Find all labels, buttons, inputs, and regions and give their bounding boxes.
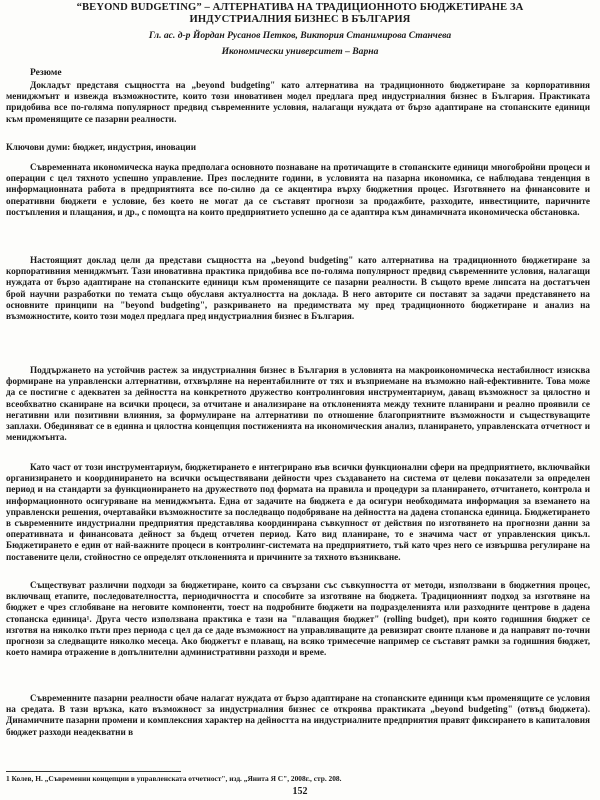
body-paragraph-1: Съвременната икономическа наука предполага основното познаване на протичащите в стопанските единици многобройни процеси и операции с цел тяхното успешно управление. През последните години, в условията на пазарна икономика, се наблюдава тенденция в информационната работа в предприятията все по-силно да се акцентира върху бюджетния процес. Изготвянето на финансовите и оперативни бюджети е условие, без което не могат да се съставят прогнози за продажбите, разходите, инвестициите, паричните постъпления и плащания, и др., с помощта на които предприятието успешно да се адаптира към динамичната икономическа обстановка. [6, 162, 590, 217]
paper-title-line-1: “BEYOND BUDGETING” – АЛТЕРНАТИВА НА ТРАДИЦИОННОТО БЮДЖЕТИРАНЕ ЗА [76, 2, 524, 13]
body-paragraph-4: Като част от този инструментариум, бюджетирането е интегрирано във всички функционални сфери на предприятието, включвайки организирането и координирането на всички осъществявани дейности чрез създаването на система от целеви показатели за определен период и на стандарти за функционирането на дружеството под формата на правила и процедури за планирането, отчитането, контрола и информационното осигуряване на мениджмънта. Една от задачите на бюджета е да осигури необходимата информация за вземането на управленски решения, очертавайки възможностите за последващо подобряване на дейността на дадена стопанска единица. Бюджетирането в съвременните индустриални предприятия представлява координирана съвкупност от действия по изготвянето на прогнозни данни за оперативната и финансовата дейност за бъдещ отчетен период. Като вид планиране, то е значима част от управленския цикъл. Бюджетирането е един от най-важните процеси в контролинг-системата на предприятието, тъй като чрез него се извършва регулиране на поставените цели, стойностно се определят отклоненията и причините за тяхното възникване. [6, 462, 590, 562]
affiliation-line: Икономически университет – Варна [221, 46, 379, 57]
authors-line: Гл. ас. д-р Йордан Русанов Петков, Виктория Станимирова Станчева [148, 30, 452, 41]
body-paragraph-5: Съществуват различни подходи за бюджетиране, които са свързани със съвкупността от методи, използвани в бюджетния процес, включващ етапите, последователността, периодичността и способите за изготвяне на бюджета. Традиционният подход за изготвяне на бюджет е чрез сглобяване на неговите компоненти, тоест на подробните бюджети на подразделенията или разходните центрове в дадена стопанска единица¹. Друга често използвана практика е тази на "плаващия бюджет" (rolling budget), при която годишния бюджет се изготвя на няколко пъти през периода с цел да се даде възможност на управляващите да ревизират своите планове и да направят по-точни прогнози за следващите няколко месеца. Ако бюджетът е плаващ, на всяко тримесечие например се съставят рамки за годишния бюджет, което намира отражение в допълнителни административни разходи и време. [6, 580, 590, 658]
keywords-value: бюджет, индустрия, иновации [72, 142, 196, 152]
body-paragraph-3: Поддържането на устойчив растеж за индустриалния бизнес в България в условията на макроикономическа нестабилност изисква формиране на управленски алтернативи, отхвърляне на нерентабилните от тях и възприемане на възможно най-ефективните. Това може да се постигне с адекватен за дейността на конкретното дружество контролинговия инструментариум, даващ възможност за цялостно и всеобхватно сканиране на всички процеси, за отчитане и анализиране на отклоненията между техните планирани и реално проявили се негативни или позитивни влияния, за формулиране на алтернативи по отношение благоприятните възможности и съществуващите заплахи. Обединяват се в единна и цялостна концепция постиженията на икономическия анализ, планирането, управленската отчетност и мениджмънта. [6, 365, 590, 443]
abstract-heading: Резюме [30, 68, 62, 78]
abstract-text [6, 80, 590, 125]
body-section-1 [6, 162, 590, 218]
body-section-2 [6, 255, 590, 322]
body-section-6 [6, 693, 590, 738]
body-section-4 [6, 462, 590, 563]
body-section-3 [6, 365, 590, 443]
abstract-paragraph: Докладът представя същността на „beyond budgeting" като алтернатива на традиционното бюджетиране за корпоративния мениджмънт и извежда възможностите, които този иновативен модел предлага пред индустриалния бизнес в България. Практиката придобива все по-голяма популярност предвид съвременните условия, налагащи нуждата от бързо адаптиране на стопанските единици към променящите се пазарни реалности. [6, 80, 590, 124]
keywords-label: Ключови думи: [6, 142, 71, 152]
keywords-line [6, 142, 590, 153]
body-paragraph-2: Настоящият доклад цели да представи същността на „beyond budgeting" като алтернатива на традиционното бюджетиране за корпоративния мениджмънт. Тази иновативна практика придобива все по-голяма популярност предвид съвременните условия, налагащи нуждата от бързо адаптиране на стопанските единици към променящите се пазарни реалности. В същото време липсата на достатъчен брой научни разработки по темата също обуславя актуалността на доклада. В него авторите си поставят за задачи представянето на основните принципи на "beyond budgeting", разкриването на предимствата му пред традиционното бюджетиране и анализ на възможностите, които този модел предлага пред индустриалния бизнес в България. [6, 255, 590, 322]
body-section-5 [6, 580, 590, 658]
footnote-1: 1 Колев, Н. „Съвременни концепции в управленската отчетност", изд. „Янита Я С", 2008г., стр. 208. [6, 774, 342, 783]
body-paragraph-6: Съвременните пазарни реалности обаче налагат нуждата от бързо адаптиране на стопанските единици към променящите се условия на средата. В тази връзка, като възможност за индустриалния бизнес се откроява практиката „beyond budgeting" (отвъд бюджета). Динамичните пазарни промени и комплексния характер на дейността на индустриалните предприятия правят фиксирането в капиталовия бюджет разходи неадекватни в [6, 693, 590, 737]
paper-title-line-2: ИНДУСТРИАЛНИЯ БИЗНЕС В БЪЛГАРИЯ [189, 14, 411, 25]
page-number: 152 [292, 786, 308, 797]
footnote-divider [6, 771, 181, 772]
